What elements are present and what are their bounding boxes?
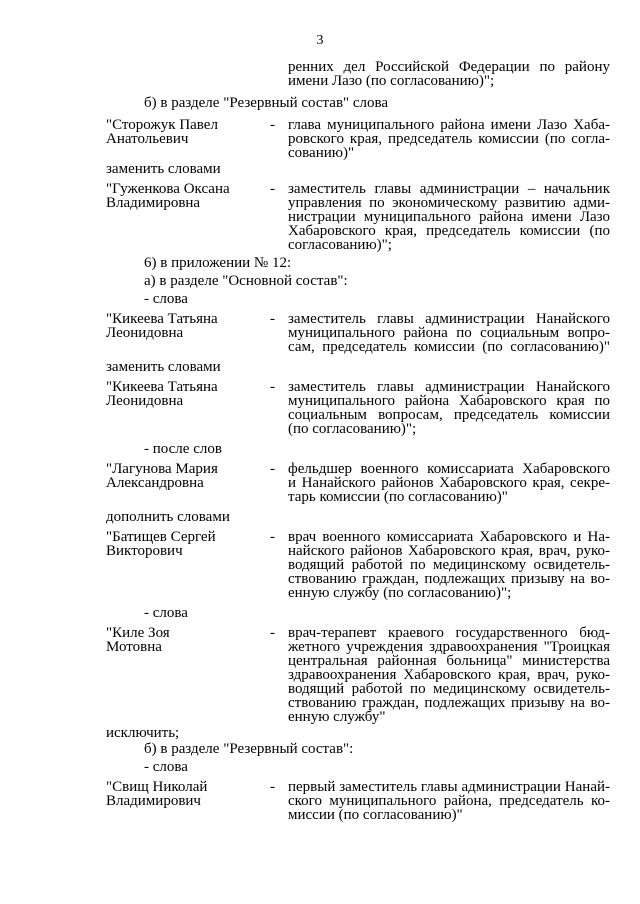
member-desc: врач военного комиссариата Хабаровского и На-: [288, 530, 610, 544]
dash: -: [270, 779, 275, 795]
member-name: "Кикеева Татьяна: [106, 379, 218, 395]
member-desc: Хабаровского края, председатель комиссии (по: [288, 224, 610, 238]
instruction: - слова: [144, 291, 188, 307]
member-name: "Свищ Николай: [106, 779, 208, 795]
dash: -: [270, 379, 275, 395]
instruction: заменить словами: [106, 161, 221, 177]
member-desc: енную службу (по согласованию)";: [288, 585, 512, 601]
member-desc: и Нанайского районов Хабаровского края, секре-: [288, 476, 610, 490]
member-name: Александровна: [106, 475, 204, 491]
member-name: Владимирович: [106, 793, 201, 809]
member-desc: первый заместитель главы администрации Нанай-: [288, 780, 610, 794]
dash: -: [270, 625, 275, 641]
member-name: Анатольевич: [106, 131, 189, 147]
member-desc: сованию)": [288, 145, 355, 161]
member-desc: водящий работой по медицинскому освидетель-: [288, 682, 610, 696]
member-name: Леонидовна: [106, 393, 184, 409]
member-desc: согласованию)";: [288, 237, 392, 253]
member-name: "Гуженкова Оксана: [106, 181, 230, 197]
member-name: "Сторожук Павел: [106, 117, 218, 133]
member-desc: глава муниципального района имени Лазо Хаба-: [288, 118, 610, 132]
member-desc: водящий работой по медицинскому освидетель-: [288, 558, 610, 572]
member-desc: тарь комиссии (по согласованию)": [288, 489, 508, 505]
section-heading: б) в разделе "Резервный состав":: [144, 741, 354, 757]
section-heading: 6) в приложении № 12:: [144, 255, 292, 271]
member-desc: сам, председатель комиссии (по согласованию)": [288, 340, 610, 354]
member-desc: ствованию граждан, подлежащих призыву на во-: [288, 696, 610, 710]
instruction: исключить;: [106, 725, 180, 741]
member-desc: найского районов Хабаровского края, врач, руко-: [288, 544, 610, 558]
member-name: "Лагунова Мария: [106, 461, 218, 477]
member-desc: центральная районная больница" министерства: [288, 654, 610, 668]
member-desc: муниципального района Хабаровского края по: [288, 394, 610, 408]
member-desc: управления по экономическому развитию адми-: [288, 196, 610, 210]
instruction: - слова: [144, 605, 188, 621]
member-desc: (по согласованию)";: [288, 421, 417, 437]
dash: -: [270, 529, 275, 545]
section-heading: а) в разделе "Основной состав":: [144, 273, 348, 289]
member-desc: здравоохранения Хабаровского края, врач, руко-: [288, 668, 610, 682]
member-desc: ствованию граждан, подлежащих призыву на во-: [288, 572, 610, 586]
dash: -: [270, 117, 275, 133]
text-line: ренних дел Российской Федерации по району: [288, 60, 610, 74]
text-line: имени Лазо (по согласованию)";: [288, 73, 495, 89]
member-desc: фельдшер военного комиссариата Хабаровского: [288, 462, 610, 476]
member-name: "Кикеева Татьяна: [106, 311, 218, 327]
member-desc: врач-терапевт краевого государственного бюд-: [288, 626, 610, 640]
member-name: "Киле Зоя: [106, 625, 170, 641]
member-name: "Батищев Сергей: [106, 529, 216, 545]
member-desc: енную службу": [288, 709, 386, 725]
dash: -: [270, 311, 275, 327]
member-desc: ровского края, председатель комиссии (по согла-: [288, 132, 610, 146]
member-desc: миссии (по согласованию)": [288, 807, 463, 823]
dash: -: [270, 181, 275, 197]
member-name: Викторович: [106, 543, 183, 559]
instruction: заменить словами: [106, 359, 221, 375]
page-number: 3: [316, 33, 324, 48]
member-name: Владимировна: [106, 195, 201, 211]
member-desc: социальным вопросам, председатель комиссии: [288, 408, 610, 422]
member-desc: нистрации муниципального района имени Лазо: [288, 210, 610, 224]
member-name: Леонидовна: [106, 325, 184, 341]
member-desc: жетного учреждения здравоохранения "Троицкая: [288, 640, 610, 654]
member-desc: заместитель главы администрации Нанайского: [288, 312, 610, 326]
instruction: - слова: [144, 759, 188, 775]
instruction: - после слов: [144, 441, 222, 457]
member-desc: заместитель главы администрации – начальник: [288, 182, 610, 196]
member-desc: ского муниципального района, председатель ко-: [288, 794, 610, 808]
dash: -: [270, 461, 275, 477]
member-desc: муниципального района по социальным вопро-: [288, 326, 610, 340]
member-name: Мотовна: [106, 639, 162, 655]
member-desc: заместитель главы администрации Нанайского: [288, 380, 610, 394]
section-heading: б) в разделе "Резервный состав" слова: [144, 95, 389, 111]
instruction: дополнить словами: [106, 509, 230, 525]
